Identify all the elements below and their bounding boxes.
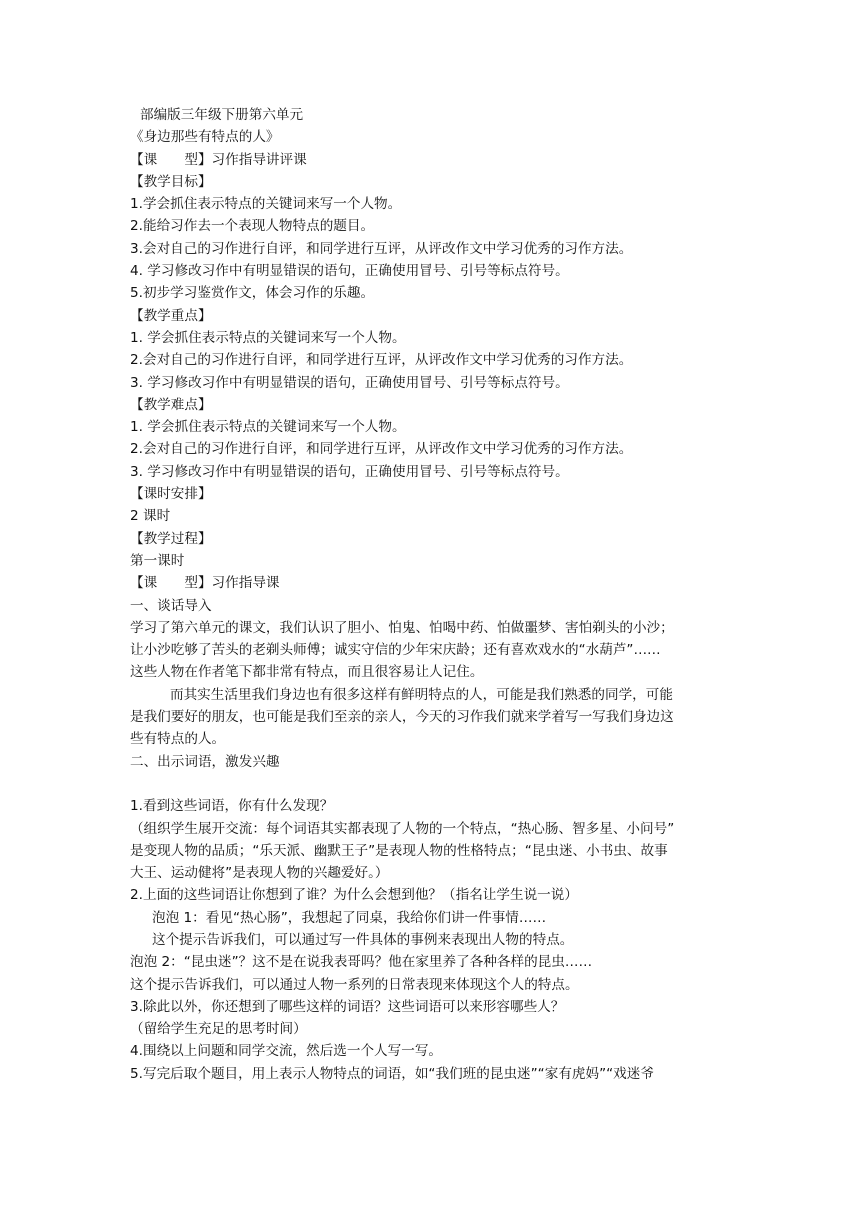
step-heading: 二、出示词语，激发兴趣 xyxy=(130,753,280,770)
hint-text: 这个提示告诉我们，可以通过人物一系列的日常表现来体现这个人的特点。 xyxy=(130,976,579,993)
schedule-text: 2 课时 xyxy=(130,508,171,525)
bubble-text: 泡泡 2：“昆虫迷”？这不是在说我表哥吗？他在家里养了各种各样的昆虫…… xyxy=(130,954,593,971)
key-point-item: 2.会对自己的习作进行自评，和同学进行互评，从评改作文中学习优秀的习作方法。 xyxy=(130,352,633,369)
paragraph-line: 是变现人物的品质；“乐天派、幽默王子”是表现人物的性格特点；“昆虫迷、小书虫、故事 xyxy=(130,842,668,859)
key-point-item: 1. 学会抓住表示特点的关键词来写一个人物。 xyxy=(130,329,406,346)
question-item: 5.写完后取个题目，用上表示人物特点的词语，如“我们班的昆虫迷”“家有虎妈”“戏迷爷 xyxy=(130,1065,654,1082)
paragraph-line: 是我们要好的朋友，也可能是我们至亲的亲人，今天的习作我们就来学着写一写我们身边这 xyxy=(130,709,674,726)
objective-item: 1.学会抓住表示特点的关键词来写一个人物。 xyxy=(130,196,402,213)
paragraph-line: 大王、运动健将”是表现人物的兴趣爱好。） xyxy=(130,865,389,882)
paragraph-line: （留给学生充足的思考时间） xyxy=(130,1021,307,1038)
question-item: 4.围绕以上问题和同学交流，然后选一个人写一写。 xyxy=(130,1043,443,1060)
section-heading-schedule: 【课时安排】 xyxy=(130,486,212,503)
difficulty-item: 1. 学会抓住表示特点的关键词来写一个人物。 xyxy=(130,419,406,436)
step-heading: 一、谈话导入 xyxy=(130,597,212,614)
section-heading-difficulties: 【教学难点】 xyxy=(130,396,212,413)
bubble-text: 泡泡 1：看见“热心肠”，我想起了同桌，我给你们讲一件事情…… xyxy=(152,909,547,926)
hint-text: 这个提示告诉我们，可以通过写一件具体的事例来表现出人物的特点。 xyxy=(152,931,574,948)
paragraph-line: （组织学生展开交流：每个词语其实都表现了人物的一个特点，“热心肠、智多星、小问号” xyxy=(130,820,675,837)
paragraph-line: 而其实生活里我们身边也有很多这样有鲜明特点的人，可能是我们熟悉的同学，可能 xyxy=(170,686,673,703)
key-point-item: 3. 学习修改习作中有明显错误的语句，正确使用冒号、引号等标点符号。 xyxy=(130,374,569,391)
objective-item: 3.会对自己的习作进行自评，和同学进行互评，从评改作文中学习优秀的习作方法。 xyxy=(130,240,633,257)
objective-item: 5.初步学习鉴赏作文，体会习作的乐趣。 xyxy=(130,285,375,302)
paragraph-line: 让小沙吃够了苦头的老剃头师傅；诚实守信的少年宋庆龄；还有喜欢戏水的“水葫芦”…… xyxy=(130,642,661,659)
lesson-type: 【课 型】习作指导讲评课 xyxy=(130,151,307,168)
doc-title: 《身边那些有特点的人》 xyxy=(130,129,280,146)
document-body xyxy=(130,104,740,1085)
difficulty-item: 2.会对自己的习作进行自评，和同学进行互评，从评改作文中学习优秀的习作方法。 xyxy=(130,441,633,458)
section-heading-key-points: 【教学重点】 xyxy=(130,307,212,324)
paragraph-line: 这些人物在作者笔下都非常有特点，而且很容易让人记住。 xyxy=(130,664,484,681)
period-label: 第一课时 xyxy=(130,552,185,569)
section-heading-process: 【教学过程】 xyxy=(130,530,212,547)
objective-item: 2.能给习作去一个表现人物特点的题目。 xyxy=(130,218,375,235)
objective-item: 4. 学习修改习作中有明显错误的语句，正确使用冒号、引号等标点符号。 xyxy=(130,263,569,280)
blank-line xyxy=(130,773,740,795)
question-item: 3.除此以外，你还想到了哪些这样的词语？这些词语可以来形容哪些人？ xyxy=(130,998,565,1015)
question-item: 1.看到这些词语，你有什么发现？ xyxy=(130,798,334,815)
lesson-type: 【课 型】习作指导课 xyxy=(130,575,280,592)
paragraph-line: 学习了第六单元的课文，我们认识了胆小、怕鬼、怕喝中药、怕做噩梦、害怕剃头的小沙； xyxy=(130,619,674,636)
question-item: 2.上面的这些词语让你想到了谁？为什么会想到他？（指名让学生说一说） xyxy=(130,887,578,904)
paragraph-line: 些有特点的人。 xyxy=(130,731,226,748)
difficulty-item: 3. 学习修改习作中有明显错误的语句，正确使用冒号、引号等标点符号。 xyxy=(130,463,569,480)
doc-header: 部编版三年级下册第六单元 xyxy=(140,107,304,123)
section-heading-objectives: 【教学目标】 xyxy=(130,173,212,190)
